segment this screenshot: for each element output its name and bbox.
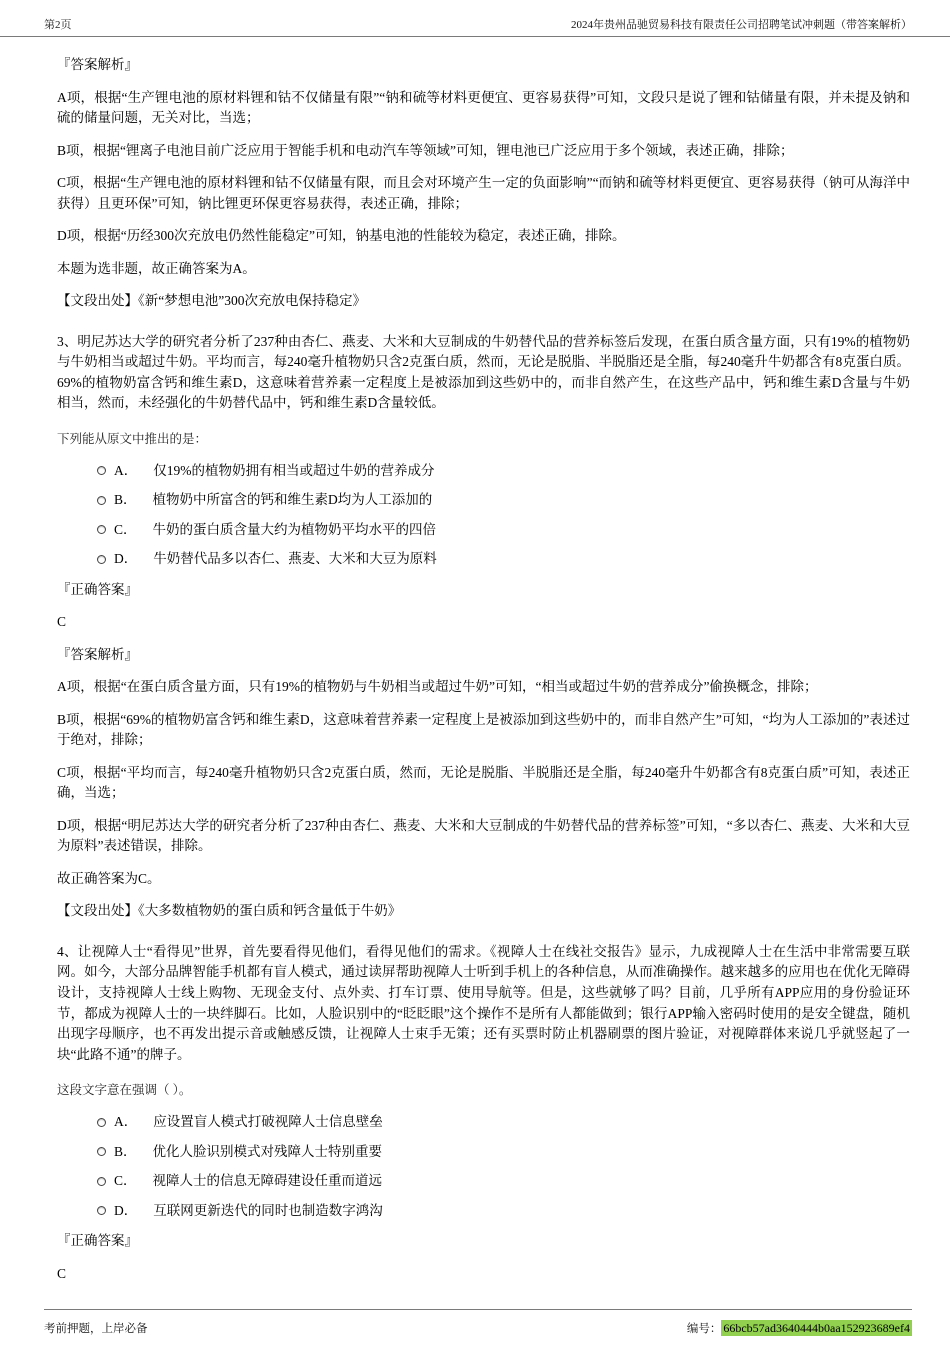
- options-list: [97, 461, 910, 570]
- passage-source: 【文段出处】《新“梦想电池”300次充放电保持稳定》: [57, 293, 366, 309]
- option-text: 牛奶的蛋白质含量大约为植物奶平均水平的四倍: [152, 521, 437, 537]
- analysis-paragraph-b: B项，根据“锂离子电池目前广泛应用于智能手机和电动汽车等领域”可知，锂电池已广泛应用于多个领域，表述正确，排除；: [57, 142, 794, 158]
- option-row: [97, 1112, 910, 1133]
- option-text: 优化人脸识别模式对残障人士特别重要: [152, 1143, 383, 1159]
- radio-button[interactable]: [97, 1118, 106, 1127]
- document-title: 2024年贵州品驰贸易科技有限责任公司招聘笔试冲刺题（带答案解析）: [571, 19, 912, 31]
- analysis-paragraph-c: C项，根据“生产锂电池的原材料锂和钴不仅储量有限，而且会对环境产生一定的负面影响”“而钠和硫等材料更便宜、更容易获得（钠可从海洋中获得）且更环保”可知，钠比锂更环保更容易获得，表述正确，排除；: [57, 175, 910, 211]
- option-label: D．: [114, 1202, 138, 1218]
- analysis-conclusion: 故正确答案为C。: [57, 870, 161, 886]
- footer-slogan: 考前押题，上岸必备: [44, 1322, 148, 1335]
- radio-button[interactable]: [97, 496, 106, 505]
- option-text: 仅19%的植物奶拥有相当或超过牛奶的营养成分: [153, 462, 435, 478]
- passage-source: 【文段出处】《大多数植物奶的蛋白质和钙含量低于牛奶》: [57, 903, 402, 919]
- radio-button[interactable]: [97, 1177, 106, 1186]
- analysis-paragraph-b: B项，根据“69%的植物奶富含钙和维生素D，这意味着营养素一定程度上是被添加到这些奶中的，而非自然产生”可知，“均为人工添加的”表述过于绝对，排除；: [57, 711, 910, 748]
- option-text: 牛奶替代品多以杏仁、燕麦、大米和大豆为原料: [153, 551, 437, 567]
- page-footer: [44, 1309, 912, 1345]
- option-text: 视障人士的信息无障碍建设任重而道远: [152, 1173, 383, 1189]
- radio-button[interactable]: [97, 1206, 106, 1215]
- option-label: B．: [114, 492, 137, 508]
- analysis-paragraph-a: A项，根据“生产锂电池的原材料锂和钴不仅储量有限”“钠和硫等材料更便宜、更容易获得”可知，文段只是说了锂和钴储量有限，并未提及钠和硫的储量问题，无关对比，当选；: [57, 89, 910, 126]
- radio-button[interactable]: [97, 1147, 106, 1156]
- analysis-header: 『答案解析』: [57, 646, 138, 662]
- radio-button[interactable]: [97, 555, 106, 564]
- code-value: 66bcb57ad3640444b0aa152923689ef4: [723, 1320, 910, 1335]
- analysis-header: 『答案解析』: [57, 57, 138, 72]
- option-text: 互联网更新迭代的同时也制造数字鸿沟: [153, 1202, 383, 1218]
- radio-button[interactable]: [97, 525, 106, 534]
- document-content: [0, 37, 950, 1284]
- analysis-paragraph-d: D项，根据“明尼苏达大学的研究者分析了237种由杏仁、燕麦、大米和大豆制成的牛奶替代品的营养标签”可知，“多以杏仁、燕麦、大米和大豆为原料”表述错误，排除。: [57, 817, 910, 854]
- question-stem: 4、让视障人士“看得见”世界，首先要看得见他们，看得见他们的需求。《视障人士在线社交报告》显示，九成视障人士在生活中非常需要互联网。如今，大部分品牌智能手机都有盲人模式，通过读屏帮助视障人士听到手机上的各种信息，从而准确操作。越来越多的应用也在优化无障碍设计，支持视障人士线上购物、无现金支付、点外卖、打车订票、使用导航等。但是，这些就够了吗？目前，几乎所有APP应用的身份验证环节，都成为视障人士的一块绊脚石。比如，人脸识别中的“眨眨眼”这个操作不是所有人都能做到；银行APP输入密码时使用的是安全键盘，随机出现字母顺序，也不再发出提示音或触感反馈，让视障人士束手无策；还有买票时防止机器刷票的图片验证，对视障群体来说几乎就竖起了一块“此路不通”的牌子。: [57, 943, 910, 1062]
- option-label: A．: [114, 1114, 138, 1130]
- radio-button[interactable]: [97, 466, 106, 475]
- page-header: [0, 0, 950, 37]
- question-stem: 3、明尼苏达大学的研究者分析了237种由杏仁、燕麦、大米和大豆制成的牛奶替代品的营养标签后发现，在蛋白质含量方面，只有19%的植物奶与牛奶相当或超过牛奶。平均而言，每240毫升植物奶只含2克蛋白质，然而，无论是脱脂、半脱脂还是全脂，每240毫升牛奶都含有8克蛋白质。69%的植物奶富含钙和维生素D，这意味着营养素一定程度上是被添加到这些奶中的，而非自然产生，在这些产品中，钙和维生素D含量与牛奶相当，然而，未经强化的牛奶替代品中，钙和维生素D含量较低。: [57, 333, 910, 411]
- question-prompt: 下列能从原文中推出的是：: [57, 431, 208, 446]
- correct-answer-header: 『正确答案』: [57, 1233, 138, 1249]
- option-label: C．: [114, 1173, 137, 1189]
- option-label: D．: [114, 551, 138, 567]
- correct-answer-value: C: [57, 1265, 67, 1281]
- options-list: [97, 1112, 910, 1221]
- option-text: 应设置盲人模式打破视障人士信息壁垒: [153, 1114, 383, 1130]
- option-row: [97, 490, 910, 511]
- correct-answer-value: C: [57, 614, 67, 630]
- footer-code: [687, 1320, 912, 1336]
- option-text: 植物奶中所富含的钙和维生素D均为人工添加的: [152, 492, 433, 508]
- question-prompt: 这段文字意在强调（ ）。: [57, 1083, 192, 1098]
- analysis-conclusion: 本题为选非题，故正确答案为A。: [57, 260, 256, 276]
- option-row: [97, 461, 910, 482]
- option-row: [97, 1142, 910, 1163]
- option-label: A．: [114, 462, 138, 478]
- page-number: 第2页: [44, 19, 72, 31]
- code-label: 编号：: [686, 1322, 722, 1335]
- analysis-paragraph-c: C项，根据“平均而言，每240毫升植物奶只含2克蛋白质，然而，无论是脱脂、半脱脂还是全脂，每240毫升牛奶都含有8克蛋白质”可知，表述正确，当选；: [57, 764, 910, 801]
- correct-answer-header: 『正确答案』: [57, 581, 138, 597]
- option-label: B．: [114, 1143, 137, 1159]
- option-row: [97, 549, 910, 570]
- option-row: [97, 1171, 910, 1192]
- option-label: C．: [114, 521, 137, 537]
- analysis-paragraph-a: A项，根据“在蛋白质含量方面，只有19%的植物奶与牛奶相当或超过牛奶”可知，“相当或超过牛奶的营养成分”偷换概念，排除；: [57, 679, 818, 695]
- option-row: [97, 520, 910, 541]
- analysis-paragraph-d: D项，根据“历经300次充放电仍然性能稳定”可知，钠基电池的性能较为稳定，表述正确，排除。: [57, 228, 626, 244]
- option-row: [97, 1201, 910, 1222]
